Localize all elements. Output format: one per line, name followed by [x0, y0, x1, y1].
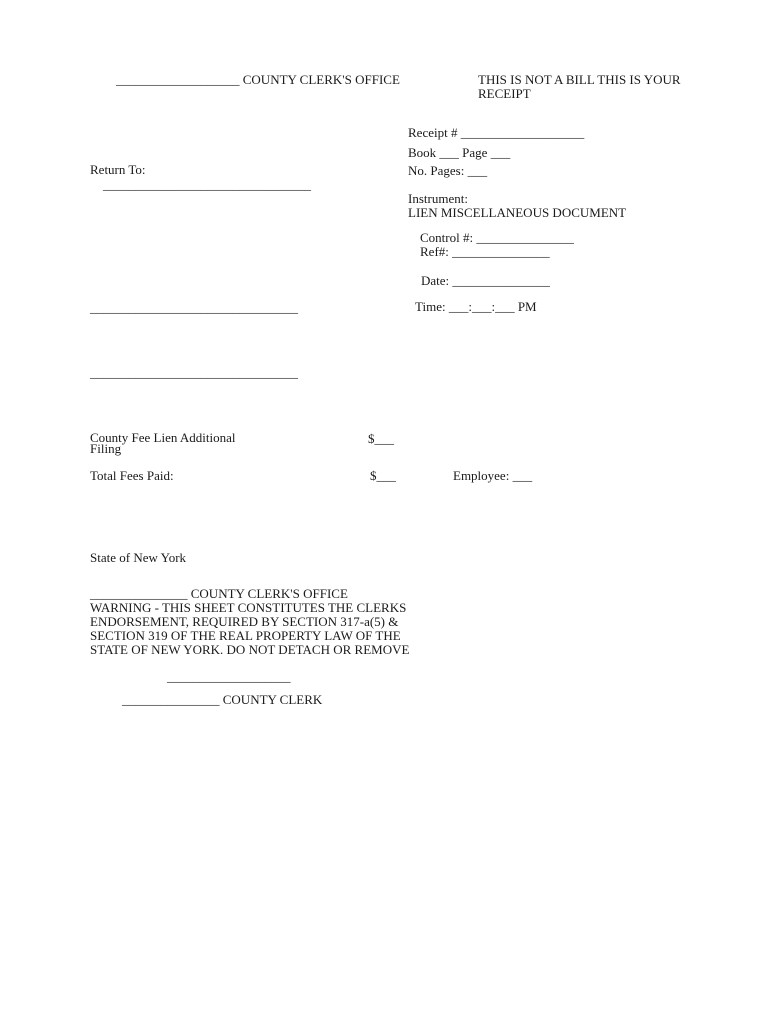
return-to-line: ________________________________ — [103, 177, 311, 192]
instrument-value: LIEN MISCELLANEOUS DOCUMENT — [408, 205, 627, 220]
state-label: State of New York — [90, 550, 187, 565]
return-to-line: ________________________________ — [90, 300, 298, 315]
return-to-line: ________________________________ — [90, 365, 298, 380]
county-fee-label — [90, 432, 236, 454]
warning-line: SECTION 319 OF THE REAL PROPERTY LAW OF THE — [90, 628, 401, 643]
warning-line: ENDORSEMENT, REQUIRED BY SECTION 317-a(5) & — [90, 614, 399, 629]
number-of-pages: No. Pages: ___ — [408, 163, 488, 178]
instrument-label: Instrument: — [408, 191, 468, 206]
return-to-label: Return To: — [90, 162, 146, 177]
county-fee-label-line: Filing — [90, 441, 122, 456]
signature-line: ___________________ — [167, 669, 291, 684]
clerk-warning — [90, 587, 409, 657]
receipt-time: Time: ___:___:___ PM — [415, 299, 537, 314]
receipt-notice — [478, 73, 681, 101]
receipt-number: Receipt # ___________________ — [408, 125, 585, 140]
county-fee-label-line: County Fee Lien Additional — [90, 430, 236, 445]
employee-field: Employee: ___ — [453, 468, 533, 483]
county-clerk-office-header: ___________________ COUNTY CLERK'S OFFICE — [116, 72, 400, 87]
control-number: Control #: _______________ — [420, 230, 574, 245]
warning-line: STATE OF NEW YORK. DO NOT DETACH OR REMOVE — [90, 642, 410, 657]
ref-number: Ref#: _______________ — [420, 244, 550, 259]
receipt-notice-line: THIS IS NOT A BILL THIS IS YOUR — [478, 72, 681, 87]
book-page: Book ___ Page ___ — [408, 145, 511, 160]
receipt-date: Date: _______________ — [421, 273, 550, 288]
instrument — [408, 192, 626, 220]
warning-line: WARNING - THIS SHEET CONSTITUTES THE CLERKS — [90, 600, 407, 615]
clerk-office-line: _______________ COUNTY CLERK'S OFFICE — [90, 586, 348, 601]
county-clerk-line: _______________ COUNTY CLERK — [122, 692, 323, 707]
receipt-notice-line: RECEIPT — [478, 86, 531, 101]
total-fees-amount: $___ — [370, 468, 396, 483]
county-fee-amount: $___ — [368, 431, 394, 446]
total-fees-label: Total Fees Paid: — [90, 468, 174, 483]
